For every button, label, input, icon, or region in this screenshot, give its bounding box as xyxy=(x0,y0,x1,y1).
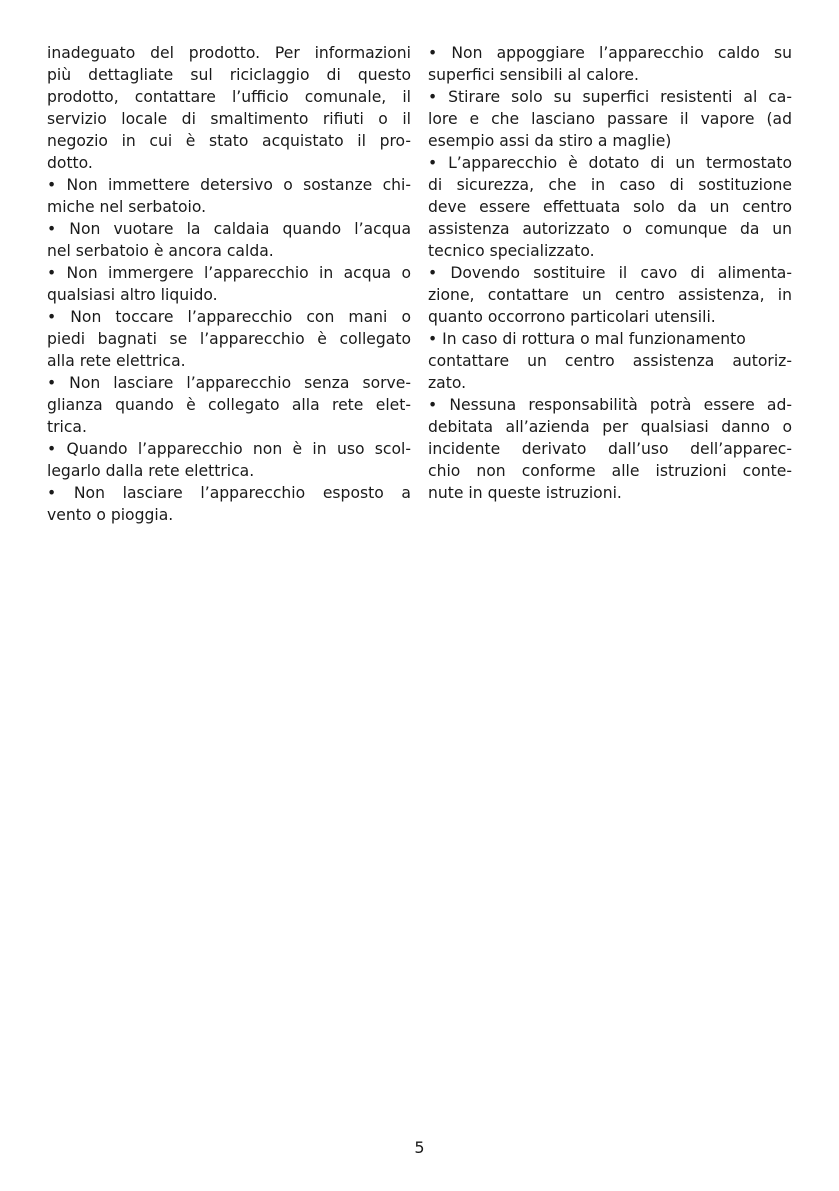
text-line: glianza quando è collegato alla rete elet- xyxy=(47,396,411,414)
right-text-column xyxy=(428,42,792,504)
text-line: debitata all’azienda per qualsiasi danno o xyxy=(428,418,792,436)
text-line: • Nessuna responsabilità potrà essere ad- xyxy=(428,396,792,414)
text-line: zato. xyxy=(428,374,467,392)
text-line: • Non lasciare l’apparecchio esposto a xyxy=(47,484,411,502)
text-line: legarlo dalla rete elettrica. xyxy=(47,462,255,480)
text-line: deve essere effettuata solo da un centro xyxy=(428,198,792,216)
text-line: esempio assi da stiro a maglie) xyxy=(428,132,672,150)
text-line: • Non vuotare la caldaia quando l’acqua xyxy=(47,220,411,238)
text-line: • Non lasciare l’apparecchio senza sorve- xyxy=(47,374,411,392)
text-line: • Stirare solo su superfici resistenti al ca- xyxy=(428,88,792,106)
text-line: nute in queste istruzioni. xyxy=(428,484,622,502)
text-line: assistenza autorizzato o comunque da un xyxy=(428,220,792,238)
text-line: zione, contattare un centro assistenza, in xyxy=(428,286,792,304)
text-line: superfici sensibili al calore. xyxy=(428,66,639,84)
text-line: più dettagliate sul riciclaggio di questo xyxy=(47,66,411,84)
text-line: di sicurezza, che in caso di sostituzione xyxy=(428,176,792,194)
text-line: • In caso di rottura o mal funzionamento xyxy=(428,330,746,348)
text-line: trica. xyxy=(47,418,87,436)
text-line: contattare un centro assistenza autoriz- xyxy=(428,352,792,370)
text-line: • Quando l’apparecchio non è in uso scol- xyxy=(47,440,411,458)
text-line: servizio locale di smaltimento rifiuti o il xyxy=(47,110,411,128)
left-text-column xyxy=(47,42,411,526)
text-line: chio non conforme alle istruzioni conte- xyxy=(428,462,792,480)
text-line: • Non immettere detersivo o sostanze chi- xyxy=(47,176,411,194)
text-line: qualsiasi altro liquido. xyxy=(47,286,218,304)
page-number: 5 xyxy=(414,1138,425,1157)
text-line: • Dovendo sostituire il cavo di alimenta- xyxy=(428,264,792,282)
text-line: incidente derivato dall’uso dell’apparec- xyxy=(428,440,792,458)
text-line: • L’apparecchio è dotato di un termostato xyxy=(428,154,792,172)
text-line: nel serbatoio è ancora calda. xyxy=(47,242,274,260)
text-line: quanto occorrono particolari utensili. xyxy=(428,308,716,326)
text-line: miche nel serbatoio. xyxy=(47,198,207,216)
text-line: lore e che lasciano passare il vapore (ad xyxy=(428,110,792,128)
text-line: dotto. xyxy=(47,154,93,172)
text-line: tecnico specializzato. xyxy=(428,242,595,260)
text-line: • Non toccare l’apparecchio con mani o xyxy=(47,308,411,326)
text-line: inadeguato del prodotto. Per informazioni xyxy=(47,44,411,62)
text-line: piedi bagnati se l’apparecchio è collegato xyxy=(47,330,411,348)
text-line: alla rete elettrica. xyxy=(47,352,186,370)
text-line: • Non immergere l’apparecchio in acqua o xyxy=(47,264,411,282)
text-line: prodotto, contattare l’ufficio comunale, il xyxy=(47,88,411,106)
text-line: vento o pioggia. xyxy=(47,506,174,524)
text-line: • Non appoggiare l’apparecchio caldo su xyxy=(428,44,792,62)
text-line: negozio in cui è stato acquistato il pro- xyxy=(47,132,411,150)
